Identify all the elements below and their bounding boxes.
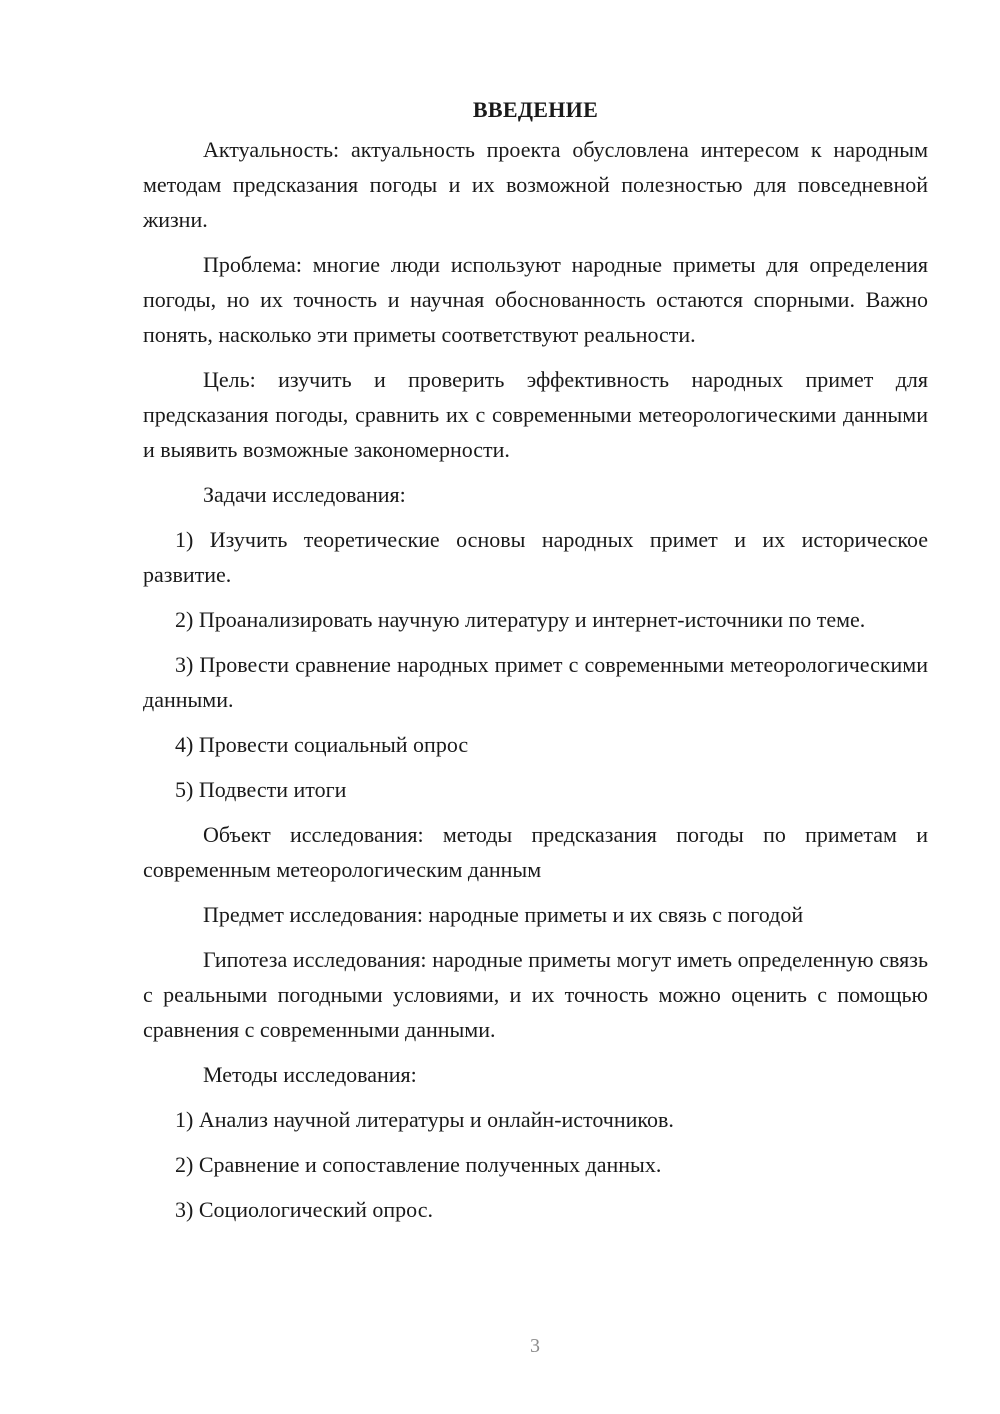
method-item-1: 1) Анализ научной литературы и онлайн-источников. (175, 1107, 674, 1132)
paragraph-tasks-heading: Задачи исследования: (203, 482, 406, 507)
paragraph-subject: Предмет исследования: народные приметы и их связь с погодой (203, 902, 804, 927)
task-item-5: 5) Подвести итоги (175, 777, 347, 802)
page-number: 3 (530, 1335, 540, 1357)
page-content (143, 94, 928, 1227)
method-item-3: 3) Социологический опрос. (175, 1197, 433, 1222)
task-item-1: 1) Изучить теоретические основы народных примет и их историческое развитие. (143, 527, 928, 587)
paragraph-object: Объект исследования: методы предсказания погоды по приметам и современным метеорологическим данным (143, 822, 928, 882)
paragraph-methods-heading: Методы исследования: (203, 1062, 417, 1087)
method-item-2: 2) Сравнение и сопоставление полученных данных. (175, 1152, 662, 1177)
paragraph-relevance: Актуальность: актуальность проекта обусловлена интересом к народным методам предсказания погоды и их возможной полезностью для повседневной жизни. (143, 137, 928, 232)
section-title: ВВЕДЕНИЕ (472, 97, 599, 122)
task-item-2: 2) Проанализировать научную литературу и интернет-источники по теме. (175, 607, 866, 632)
paragraph-goal: Цель: изучить и проверить эффективность народных примет для предсказания погоды, сравнить их с современными метеорологическими данными и выявить возможные закономерности. (143, 367, 928, 462)
paragraph-hypothesis: Гипотеза исследования: народные приметы могут иметь определенную связь с реальными погодными условиями, и их точность можно оценить с помощью сравнения с современными данными. (143, 947, 928, 1042)
paragraph-problem: Проблема: многие люди используют народные приметы для определения погоды, но их точность и научная обоснованность остаются спорными. Важно понять, насколько эти приметы соответствуют реальности. (143, 252, 928, 347)
task-item-4: 4) Провести социальный опрос (175, 732, 469, 757)
task-item-3: 3) Провести сравнение народных примет с современными метеорологическими данными. (143, 652, 928, 712)
